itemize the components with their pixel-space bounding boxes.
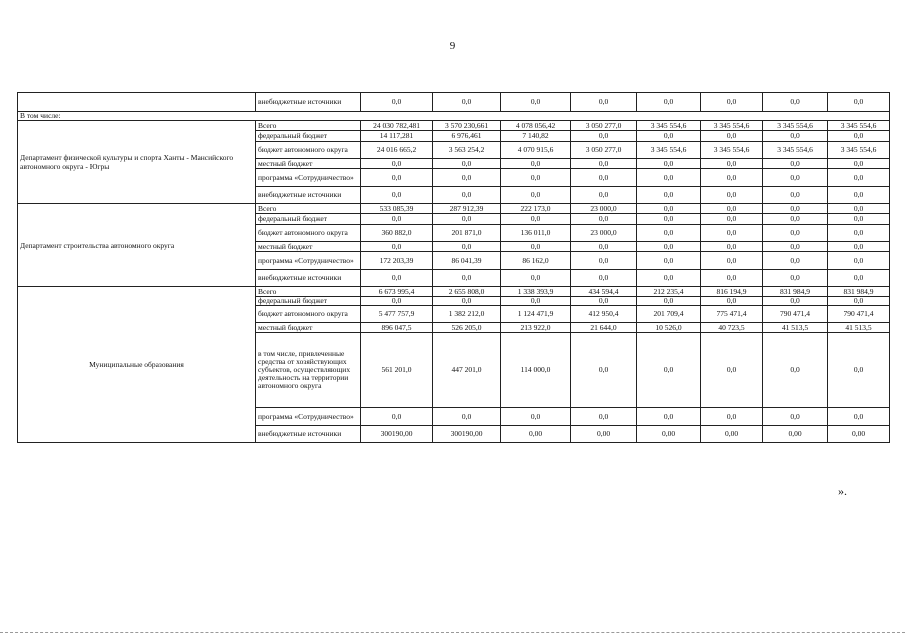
value-cell: 1 382 212,0 [433, 306, 501, 323]
value-cell: 201 871,0 [433, 225, 501, 242]
value-cell: 0,0 [637, 297, 701, 306]
value-cell: 0,0 [571, 187, 637, 204]
funding-source-cell: программа «Сотрудничество» [256, 408, 361, 426]
value-cell: 10 526,0 [637, 323, 701, 333]
value-cell: 0,00 [571, 426, 637, 443]
value-cell: 447 201,0 [433, 333, 501, 408]
value-cell: 0,0 [763, 270, 828, 287]
value-cell: 0,0 [763, 204, 828, 214]
value-cell: 0,0 [571, 159, 637, 169]
value-cell: 3 345 554,6 [828, 121, 890, 131]
value-cell: 0,0 [637, 204, 701, 214]
value-cell: 24 016 665,2 [361, 142, 433, 159]
value-cell: 0,0 [501, 270, 571, 287]
funding-source-cell: бюджет автономного округа [256, 142, 361, 159]
value-cell: 287 912,39 [433, 204, 501, 214]
page-number: 9 [449, 40, 456, 52]
value-cell: 0,0 [701, 297, 763, 306]
value-cell: 526 205,0 [433, 323, 501, 333]
empty-cell [18, 93, 256, 112]
value-cell: 41 513,5 [828, 323, 890, 333]
value-cell: 0,0 [828, 214, 890, 225]
value-cell: 0,0 [763, 408, 828, 426]
funding-source-cell: федеральный бюджет [256, 214, 361, 225]
value-cell: 0,0 [701, 159, 763, 169]
value-cell: 0,0 [361, 187, 433, 204]
closing-quote-mark: ». [838, 484, 847, 498]
value-cell: 0,0 [571, 297, 637, 306]
value-cell: 561 201,0 [361, 333, 433, 408]
value-cell: 4 070 915,6 [501, 142, 571, 159]
value-cell: 0,0 [637, 169, 701, 187]
value-cell: 0,0 [701, 131, 763, 142]
value-cell: 1 124 471,9 [501, 306, 571, 323]
value-cell: 0,0 [361, 93, 433, 112]
value-cell: 0,0 [701, 252, 763, 270]
value-cell: 14 117,281 [361, 131, 433, 142]
funding-source-cell: внебюджетные источники [256, 426, 361, 443]
value-cell: 0,0 [763, 242, 828, 252]
value-cell: 412 950,4 [571, 306, 637, 323]
value-cell: 86 041,39 [433, 252, 501, 270]
table-body [18, 93, 890, 443]
value-cell: 434 594,4 [571, 287, 637, 297]
funding-source-cell: внебюджетные источники [256, 187, 361, 204]
value-cell: 3 345 554,6 [763, 121, 828, 131]
value-cell: 0,0 [501, 187, 571, 204]
value-cell: 0,0 [501, 242, 571, 252]
funding-source-cell: программа «Сотрудничество» [256, 252, 361, 270]
value-cell: 2 655 808,0 [433, 287, 501, 297]
department-name-cell: Департамент физической культуры и спорта Ханты - Мансийского автономного округа - Югры [18, 121, 256, 204]
value-cell: 41 513,5 [763, 323, 828, 333]
value-cell: 222 173,0 [501, 204, 571, 214]
value-cell: 0,0 [501, 297, 571, 306]
value-cell: 0,0 [828, 159, 890, 169]
value-cell: 0,0 [763, 252, 828, 270]
funding-source-cell: бюджет автономного округа [256, 306, 361, 323]
value-cell: 3 345 554,6 [763, 142, 828, 159]
value-cell: 0,0 [433, 270, 501, 287]
value-cell: 0,0 [828, 252, 890, 270]
value-cell: 0,00 [637, 426, 701, 443]
value-cell: 0,0 [828, 270, 890, 287]
department-name-cell: Муниципальные образования [18, 287, 256, 443]
value-cell: 212 235,4 [637, 287, 701, 297]
value-cell: 0,0 [763, 187, 828, 204]
funding-source-cell: Всего [256, 121, 361, 131]
value-cell: 0,0 [701, 242, 763, 252]
value-cell: 0,0 [701, 214, 763, 225]
value-cell: 0,0 [433, 159, 501, 169]
value-cell: 0,0 [828, 408, 890, 426]
value-cell: 300190,00 [361, 426, 433, 443]
funding-source-cell: Всего [256, 204, 361, 214]
value-cell: 0,0 [828, 204, 890, 214]
value-cell: 86 162,0 [501, 252, 571, 270]
value-cell: 172 203,39 [361, 252, 433, 270]
funding-source-cell: внебюджетные источники [256, 93, 361, 112]
value-cell: 0,0 [361, 270, 433, 287]
value-cell: 0,0 [828, 169, 890, 187]
value-cell: 0,0 [433, 187, 501, 204]
value-cell: 3 345 554,6 [701, 121, 763, 131]
value-cell: 0,0 [763, 297, 828, 306]
value-cell: 0,0 [361, 214, 433, 225]
value-cell: 790 471,4 [828, 306, 890, 323]
value-cell: 3 563 254,2 [433, 142, 501, 159]
value-cell: 3 345 554,6 [701, 142, 763, 159]
value-cell: 0,0 [433, 169, 501, 187]
value-cell: 3 345 554,6 [637, 142, 701, 159]
value-cell: 3 570 230,661 [433, 121, 501, 131]
value-cell: 0,0 [637, 270, 701, 287]
value-cell: 0,0 [571, 131, 637, 142]
value-cell: 0,0 [571, 408, 637, 426]
value-cell: 0,0 [501, 214, 571, 225]
value-cell: 24 030 782,481 [361, 121, 433, 131]
value-cell: 0,0 [571, 93, 637, 112]
value-cell: 533 085,39 [361, 204, 433, 214]
value-cell: 0,0 [637, 225, 701, 242]
value-cell: 0,0 [701, 169, 763, 187]
value-cell: 0,0 [433, 297, 501, 306]
funding-source-cell: местный бюджет [256, 159, 361, 169]
value-cell: 0,0 [701, 93, 763, 112]
value-cell: 0,0 [637, 131, 701, 142]
value-cell: 3 050 277,0 [571, 142, 637, 159]
budget-table [17, 92, 890, 443]
value-cell: 831 984,9 [763, 287, 828, 297]
value-cell: 23 000,0 [571, 225, 637, 242]
value-cell: 3 050 277,0 [571, 121, 637, 131]
value-cell: 300190,00 [433, 426, 501, 443]
funding-source-cell: местный бюджет [256, 323, 361, 333]
value-cell: 1 338 393,9 [501, 287, 571, 297]
value-cell: 0,00 [501, 426, 571, 443]
value-cell: 201 709,4 [637, 306, 701, 323]
value-cell: 0,0 [701, 408, 763, 426]
value-cell: 23 000,0 [571, 204, 637, 214]
value-cell: 790 471,4 [763, 306, 828, 323]
value-cell: 6 976,461 [433, 131, 501, 142]
value-cell: 0,0 [828, 297, 890, 306]
value-cell: 0,0 [433, 408, 501, 426]
value-cell: 0,0 [571, 333, 637, 408]
value-cell: 0,0 [828, 187, 890, 204]
value-cell: 114 000,0 [501, 333, 571, 408]
value-cell: 0,0 [828, 131, 890, 142]
value-cell: 0,0 [828, 333, 890, 408]
section-label-cell: В том числе: [18, 112, 890, 121]
value-cell: 0,0 [361, 408, 433, 426]
value-cell: 0,0 [637, 187, 701, 204]
value-cell: 0,0 [501, 159, 571, 169]
value-cell: 0,0 [828, 225, 890, 242]
value-cell: 0,00 [701, 426, 763, 443]
value-cell: 0,00 [828, 426, 890, 443]
value-cell: 21 644,0 [571, 323, 637, 333]
table-row [18, 204, 890, 214]
value-cell: 0,0 [637, 408, 701, 426]
value-cell: 0,0 [571, 242, 637, 252]
value-cell: 896 047,5 [361, 323, 433, 333]
value-cell: 0,0 [501, 93, 571, 112]
value-cell: 0,0 [361, 169, 433, 187]
value-cell: 360 882,0 [361, 225, 433, 242]
value-cell: 0,0 [637, 333, 701, 408]
funding-source-cell: бюджет автономного округа [256, 225, 361, 242]
value-cell: 0,0 [763, 214, 828, 225]
value-cell: 7 140,82 [501, 131, 571, 142]
scan-edge-line [0, 632, 905, 633]
funding-source-cell: федеральный бюджет [256, 297, 361, 306]
value-cell: 3 345 554,6 [828, 142, 890, 159]
department-name-cell: Департамент строительства автономного округа [18, 204, 256, 287]
funding-source-cell: в том числе, привлеченные средства от хозяйствующих субъектов, осуществляющих деятельность на территории автономного округа [256, 333, 361, 408]
value-cell: 4 078 056,42 [501, 121, 571, 131]
table-row [18, 287, 890, 297]
value-cell: 0,0 [637, 93, 701, 112]
value-cell: 0,0 [763, 93, 828, 112]
value-cell: 0,0 [361, 297, 433, 306]
value-cell: 0,0 [763, 159, 828, 169]
value-cell: 213 922,0 [501, 323, 571, 333]
value-cell: 0,0 [763, 131, 828, 142]
value-cell: 0,0 [763, 169, 828, 187]
value-cell: 0,0 [501, 169, 571, 187]
value-cell: 816 194,9 [701, 287, 763, 297]
value-cell: 775 471,4 [701, 306, 763, 323]
value-cell: 0,0 [701, 333, 763, 408]
value-cell: 831 984,9 [828, 287, 890, 297]
value-cell: 0,0 [571, 214, 637, 225]
value-cell: 0,0 [637, 214, 701, 225]
value-cell: 40 723,5 [701, 323, 763, 333]
value-cell: 0,0 [433, 242, 501, 252]
table-row [18, 93, 890, 112]
value-cell: 0,0 [701, 270, 763, 287]
table-row [18, 121, 890, 131]
value-cell: 136 011,0 [501, 225, 571, 242]
value-cell: 0,0 [763, 333, 828, 408]
value-cell: 0,0 [828, 242, 890, 252]
value-cell: 0,0 [763, 225, 828, 242]
value-cell: 0,0 [828, 93, 890, 112]
value-cell: 0,0 [433, 214, 501, 225]
table-row [18, 112, 890, 121]
value-cell: 0,00 [763, 426, 828, 443]
funding-source-cell: внебюджетные источники [256, 270, 361, 287]
value-cell: 0,0 [361, 242, 433, 252]
value-cell: 0,0 [361, 159, 433, 169]
value-cell: 5 477 757,9 [361, 306, 433, 323]
value-cell: 0,0 [701, 204, 763, 214]
value-cell: 0,0 [571, 270, 637, 287]
value-cell: 0,0 [501, 408, 571, 426]
value-cell: 6 673 995,4 [361, 287, 433, 297]
value-cell: 0,0 [571, 252, 637, 270]
funding-source-cell: федеральный бюджет [256, 131, 361, 142]
value-cell: 0,0 [433, 93, 501, 112]
value-cell: 0,0 [701, 187, 763, 204]
value-cell: 0,0 [637, 252, 701, 270]
value-cell: 0,0 [637, 159, 701, 169]
value-cell: 3 345 554,6 [637, 121, 701, 131]
funding-source-cell: местный бюджет [256, 242, 361, 252]
funding-source-cell: программа «Сотрудничество» [256, 169, 361, 187]
funding-source-cell: Всего [256, 287, 361, 297]
value-cell: 0,0 [571, 169, 637, 187]
value-cell: 0,0 [637, 242, 701, 252]
value-cell: 0,0 [701, 225, 763, 242]
